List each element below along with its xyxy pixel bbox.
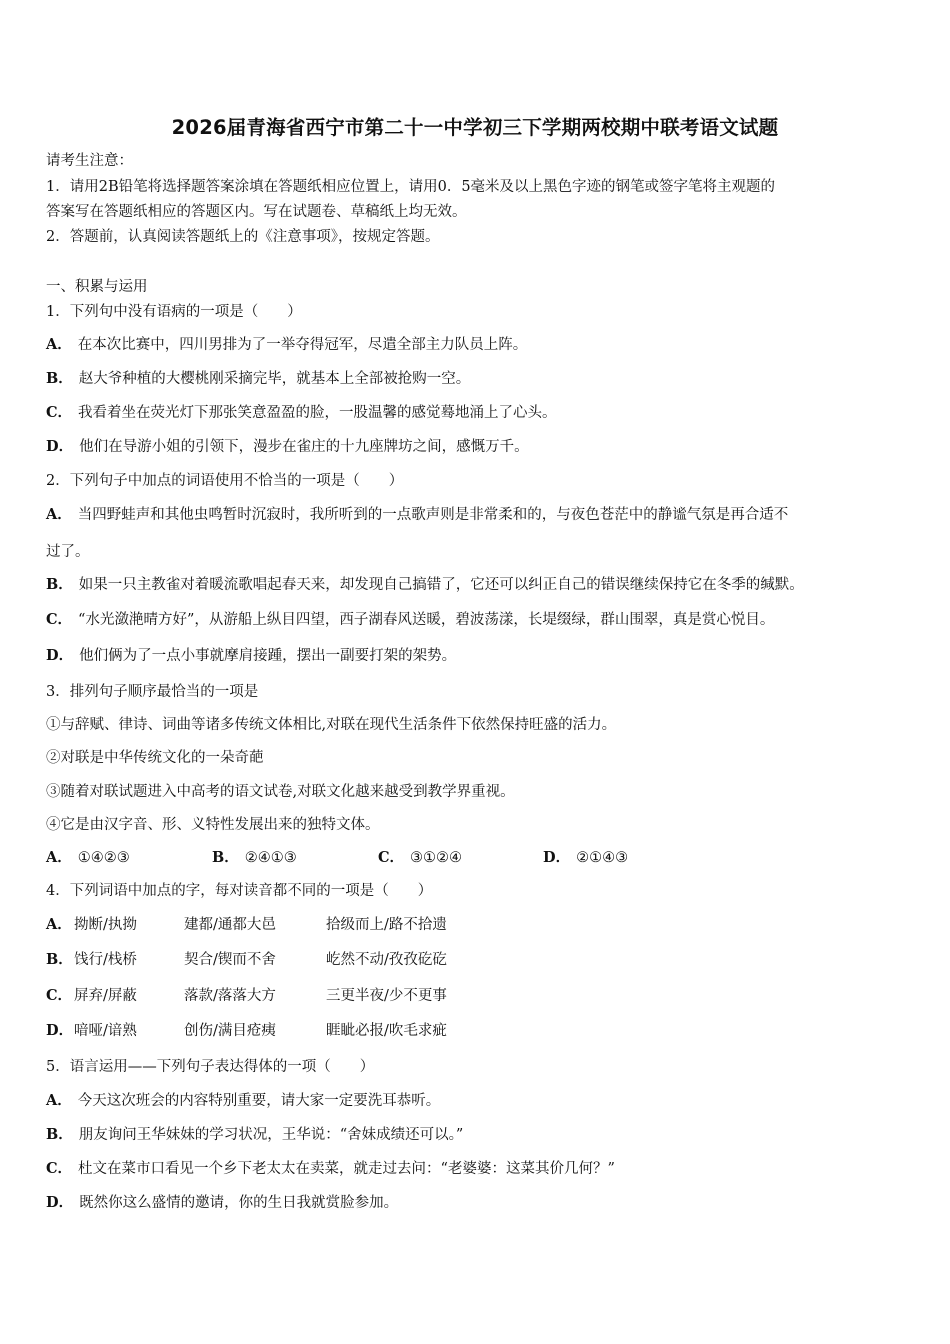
option-label: A．: [46, 849, 72, 866]
option-text: ③①②④: [410, 850, 463, 866]
option-label: C．: [46, 404, 73, 421]
option-label: B．: [46, 951, 73, 968]
option-label: D．: [46, 647, 74, 664]
option-label: C．: [46, 611, 73, 628]
option-a: [46, 508, 788, 523]
option-text: 朋友询问王华妹妹的学习状况，王华说：“舍妹成绩还可以。”: [78, 1127, 464, 1143]
choice-a: [46, 851, 130, 866]
notice-item: 答案写在答题纸相应的答题区内。写在试题卷、草稿纸上均无效。: [46, 204, 467, 220]
option-text: 赵大爷种植的大樱桃刚采摘完毕，就基本上全部被抢购一空。: [78, 371, 471, 387]
option-text: 今天这次班会的内容特别重要，请大家一定要洗耳恭听。: [77, 1093, 441, 1109]
option-text: 在本次比赛中，四川男排为了一举夺得冠军，尽遣全部主力队员上阵。: [77, 337, 528, 353]
option-label: A．: [46, 506, 72, 523]
question-stem: 1．下列句中没有语病的一项是（ ）: [46, 304, 302, 320]
option-c: [46, 613, 774, 628]
question-stem: 3．排列句子顺序最恰当的一项是: [46, 684, 259, 700]
notice-item: 2．答题前，认真阅读答题纸上的《注意事项》，按规定答题。: [46, 229, 440, 245]
sentence-4: ④它是由汉字音、形、义特性发展出来的独特文体。: [46, 817, 380, 833]
option-text: ①④②③: [77, 850, 130, 866]
notice-heading: 请考生注意：: [46, 153, 133, 169]
option-text: 他们在导游小姐的引领下，漫步在雀庄的十九座牌坊之间，感慨万千。: [79, 439, 529, 455]
sentence-1: ①与辞赋、律诗、词曲等诸多传统文体相比,对联在现代生活条件下依然保持旺盛的活力。: [46, 717, 617, 733]
option-d: [46, 649, 456, 664]
word: 创伤/满目疮痍: [184, 1023, 276, 1039]
word-row-a: [46, 918, 78, 933]
word: 喑哑/谙熟: [74, 1023, 137, 1039]
option-b: [46, 1128, 463, 1143]
choice-b: [212, 851, 297, 866]
word: 落款/落落大方: [184, 988, 276, 1004]
question-stem: 5．语言运用——下列句子表达得体的一项（ ）: [46, 1059, 375, 1075]
question-stem: 4．下列词语中加点的字，每对读音都不同的一项是（ ）: [46, 883, 433, 899]
option-label: D．: [46, 1194, 74, 1211]
option-d: [46, 440, 529, 455]
option-label: B．: [212, 849, 239, 866]
word: 拗断/执拗: [74, 917, 137, 933]
option-label: C．: [378, 849, 405, 866]
option-label: D．: [46, 1022, 74, 1039]
option-label: D．: [46, 438, 74, 455]
option-text: 杜文在菜市口看见一个乡下老太太在卖菜，就走过去问：“老婆婆：这菜其价几何？”: [78, 1161, 615, 1177]
word: 三更半夜/少不更事: [326, 988, 447, 1004]
option-label: B．: [46, 370, 73, 387]
choice-c: [378, 851, 462, 866]
option-label: C．: [46, 987, 73, 1004]
option-text: 如果一只主教雀对着暖流歌唱起春天来，却发现自己搞错了，它还可以纠正自己的错误继续保持它在冬季的缄默。: [78, 577, 804, 593]
option-b: [46, 372, 470, 387]
notice-item: 1．请用2B铅笔将选择题答案涂填在答题纸相应位置上，请用0．5毫米及以上黑色字迹的钢笔或签字笔将主观题的: [46, 179, 776, 195]
option-text: 我看着坐在荧光灯下那张笑意盈盈的脸，一股温馨的感觉蓦地涌上了心头。: [78, 405, 557, 421]
word: 拾级而上/路不拾遗: [326, 917, 447, 933]
exam-title: 2026届青海省西宁市第二十一中学初三下学期两校期中联考语文试题: [171, 116, 779, 139]
option-text: “水光潋滟晴方好”，从游船上纵目四望，西子湖春风送暖，碧波荡漾，长堤缀绿，群山围翠，真是赏心悦目。: [78, 612, 775, 628]
option-c: [46, 1162, 615, 1177]
question-stem: 2．下列句子中加点的词语使用不恰当的一项是（ ）: [46, 473, 404, 489]
option-label: B．: [46, 1126, 73, 1143]
option-label: B．: [46, 576, 73, 593]
option-label: A．: [46, 916, 72, 933]
option-text: ②④①③: [244, 850, 297, 866]
option-text: 他们俩为了一点小事就摩肩接踵，摆出一副要打架的架势。: [79, 648, 457, 664]
option-text: 既然你这么盛情的邀请，你的生日我就赏脸参加。: [79, 1195, 399, 1211]
word: 契合/锲而不舍: [184, 952, 276, 968]
section-heading: 一、积累与运用: [46, 279, 148, 295]
word: 饯行/栈桥: [74, 952, 137, 968]
option-text: ②①④③: [576, 850, 629, 866]
option-label: A．: [46, 336, 72, 353]
option-continuation: 过了。: [46, 544, 90, 560]
word: 屏弃/屏蔽: [74, 988, 137, 1004]
word: 屹然不动/孜孜矻矻: [326, 952, 447, 968]
option-label: A．: [46, 1092, 72, 1109]
option-a: [46, 1094, 440, 1109]
sentence-2: ②对联是中华传统文化的一朵奇葩: [46, 750, 264, 766]
option-d: [46, 1196, 398, 1211]
sentence-3: ③随着对联试题进入中高考的语文试卷,对联文化越来越受到教学界重视。: [46, 784, 515, 800]
choice-d: [543, 851, 628, 866]
option-b: [46, 578, 804, 593]
option-c: [46, 406, 557, 421]
word: 睚眦必报/吹毛求疵: [326, 1023, 447, 1039]
option-a: [46, 338, 527, 353]
option-text: 当四野蛙声和其他虫鸣暂时沉寂时，我所听到的一点歌声则是非常柔和的，与夜色苍茫中的静谧气氛是再合适不: [77, 507, 789, 523]
word: 建都/通都大邑: [184, 917, 276, 933]
option-label: C．: [46, 1160, 73, 1177]
option-label: D．: [543, 849, 571, 866]
